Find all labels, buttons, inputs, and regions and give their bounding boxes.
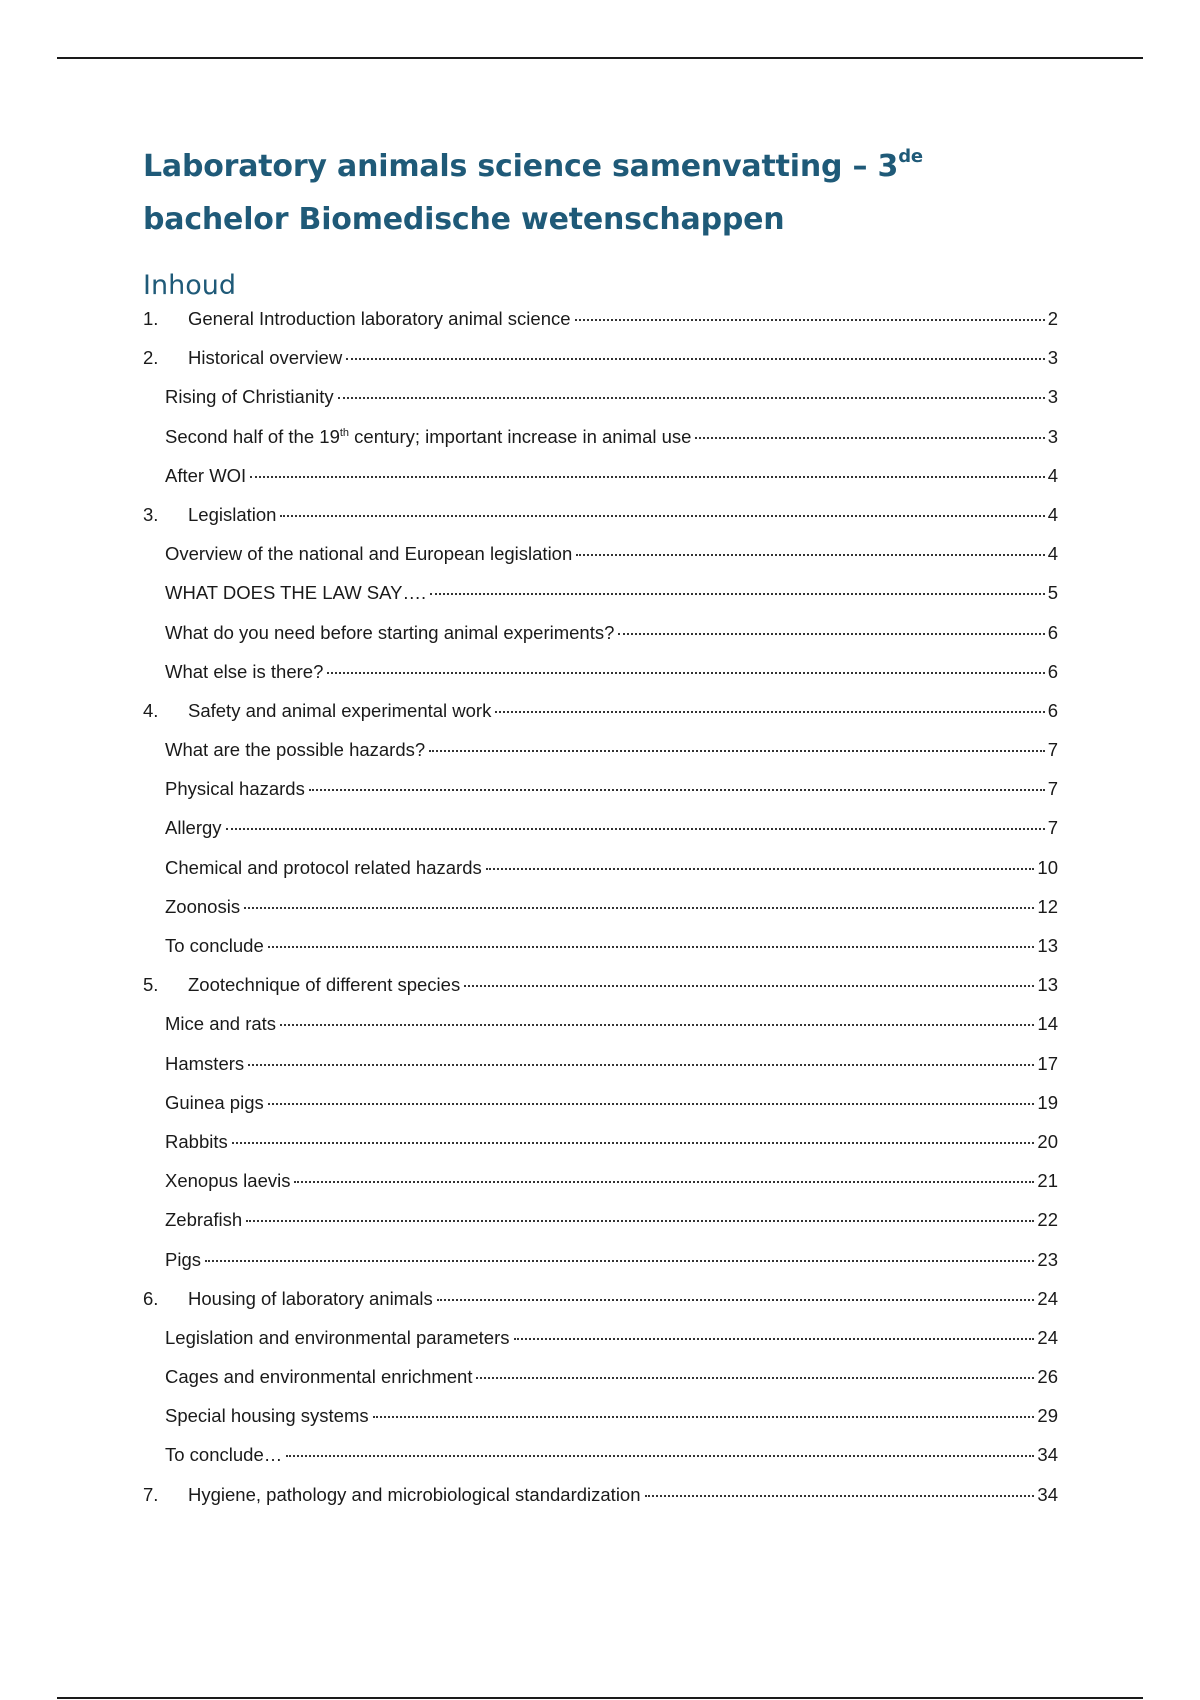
toc-section-entry[interactable] bbox=[143, 778, 1058, 817]
toc-section-entry[interactable] bbox=[143, 1366, 1058, 1405]
toc-dot-leader bbox=[226, 828, 1045, 830]
toc-dot-leader bbox=[244, 907, 1034, 909]
title-line-2: bachelor Biomedische wetenschappen bbox=[143, 202, 785, 237]
toc-dot-leader bbox=[514, 1338, 1035, 1340]
toc-entry-label: To conclude bbox=[165, 935, 264, 956]
toc-section-entry[interactable] bbox=[143, 1327, 1058, 1366]
toc-page-number: 5 bbox=[1047, 582, 1058, 604]
toc-entry-label: Hygiene, pathology and microbiological standardization bbox=[188, 1483, 641, 1505]
toc-page-number: 7 bbox=[1047, 739, 1058, 761]
toc-dot-leader bbox=[437, 1299, 1035, 1301]
toc-page-number: 19 bbox=[1037, 1091, 1058, 1113]
toc-dot-leader bbox=[618, 633, 1044, 635]
toc-page-number: 34 bbox=[1037, 1483, 1058, 1505]
toc-chapter-entry[interactable] bbox=[143, 1484, 1058, 1523]
toc-section-entry[interactable] bbox=[143, 817, 1058, 856]
toc-page-number: 12 bbox=[1037, 895, 1058, 917]
toc-dot-leader bbox=[248, 1064, 1034, 1066]
toc-page-number: 6 bbox=[1047, 621, 1058, 643]
toc-page-number: 17 bbox=[1037, 1052, 1058, 1074]
toc-entry-label: Second half of the 19th century; important increase in animal use bbox=[165, 425, 692, 447]
toc-entry-label: After WOI bbox=[165, 464, 247, 486]
toc-dot-leader bbox=[327, 672, 1044, 674]
toc-dot-leader bbox=[280, 515, 1044, 517]
toc-page-number: 3 bbox=[1047, 386, 1058, 408]
toc-chapter-entry[interactable] bbox=[143, 1288, 1058, 1327]
toc-dot-leader bbox=[338, 397, 1045, 399]
toc-section-entry[interactable] bbox=[143, 739, 1058, 778]
toc-entry-label: Hamsters bbox=[165, 1052, 245, 1074]
toc-page-number: 10 bbox=[1037, 856, 1058, 878]
toc-entry-label: Historical overview bbox=[188, 347, 343, 369]
toc-dot-leader bbox=[280, 1024, 1034, 1026]
toc-entry-label: Mice and rats bbox=[165, 1013, 277, 1035]
toc-entry-label: Cages and environmental enrichment bbox=[165, 1366, 473, 1388]
toc-dot-leader bbox=[268, 1103, 1035, 1105]
toc-chapter-entry[interactable] bbox=[143, 308, 1058, 347]
toc-section-entry[interactable] bbox=[143, 1053, 1058, 1092]
toc-page-number: 26 bbox=[1037, 1366, 1058, 1388]
toc-page-number: 23 bbox=[1037, 1248, 1058, 1270]
toc-chapter-entry[interactable] bbox=[143, 974, 1058, 1013]
toc-entry-label: To conclude… bbox=[165, 1444, 283, 1466]
toc-dot-leader bbox=[486, 868, 1035, 870]
toc-page-number: 24 bbox=[1037, 1287, 1058, 1309]
toc-entry-label: Legislation and environmental parameters bbox=[165, 1326, 510, 1348]
document-body bbox=[143, 140, 1058, 1523]
toc-page-number: 4 bbox=[1047, 543, 1058, 565]
toc-page-number: 6 bbox=[1047, 699, 1058, 721]
table-of-contents bbox=[143, 308, 1058, 1523]
toc-section-entry[interactable] bbox=[143, 896, 1058, 935]
toc-section-entry[interactable] bbox=[143, 1170, 1058, 1209]
toc-dot-leader bbox=[495, 711, 1044, 713]
toc-entry-label: Special housing systems bbox=[165, 1405, 369, 1427]
toc-section-entry[interactable] bbox=[143, 857, 1058, 896]
title-superscript: de bbox=[898, 146, 923, 167]
toc-entry-label: WHAT DOES THE LAW SAY…. bbox=[165, 582, 427, 604]
toc-section-entry[interactable] bbox=[143, 582, 1058, 621]
toc-chapter-entry[interactable] bbox=[143, 504, 1058, 543]
page-top-rule bbox=[57, 57, 1143, 59]
toc-section-entry[interactable] bbox=[143, 426, 1058, 465]
toc-section-entry[interactable] bbox=[143, 622, 1058, 661]
toc-entry-label: What do you need before starting animal experiments? bbox=[165, 621, 615, 643]
toc-page-number: 7 bbox=[1047, 817, 1058, 839]
toc-page-number: 7 bbox=[1047, 778, 1058, 800]
toc-entry-label: Housing of laboratory animals bbox=[188, 1287, 433, 1309]
toc-dot-leader bbox=[576, 554, 1044, 556]
toc-dot-leader bbox=[430, 593, 1045, 595]
toc-page-number: 3 bbox=[1047, 425, 1058, 447]
toc-dot-leader bbox=[695, 437, 1044, 439]
toc-chapter-entry[interactable] bbox=[143, 347, 1058, 386]
toc-entry-label: Rabbits bbox=[165, 1130, 228, 1152]
toc-entry-number: 2. bbox=[143, 347, 159, 369]
toc-entry-number: 3. bbox=[143, 503, 159, 525]
toc-section-entry[interactable] bbox=[143, 386, 1058, 425]
toc-entry-label: Xenopus laevis bbox=[165, 1170, 291, 1192]
toc-dot-leader bbox=[232, 1142, 1035, 1144]
toc-dot-leader bbox=[346, 358, 1044, 360]
toc-dot-leader bbox=[250, 476, 1045, 478]
toc-section-entry[interactable] bbox=[143, 935, 1058, 974]
toc-entry-label: Physical hazards bbox=[165, 778, 305, 800]
toc-entry-label: What else is there? bbox=[165, 660, 324, 682]
toc-entry-label: Legislation bbox=[188, 503, 277, 525]
toc-entry-label: Overview of the national and European legislation bbox=[165, 543, 573, 565]
toc-entry-label: Zootechnique of different species bbox=[188, 974, 461, 996]
toc-entry-number: 1. bbox=[143, 308, 159, 329]
toc-entry-label: Pigs bbox=[165, 1248, 201, 1270]
toc-dot-leader bbox=[429, 750, 1045, 752]
toc-section-entry[interactable] bbox=[143, 1131, 1058, 1170]
toc-dot-leader bbox=[476, 1377, 1034, 1379]
toc-entry-label: Allergy bbox=[165, 817, 222, 839]
toc-entry-number: 4. bbox=[143, 699, 159, 721]
toc-section-entry[interactable] bbox=[143, 1209, 1058, 1248]
document-title bbox=[143, 140, 1058, 246]
toc-dot-leader bbox=[373, 1416, 1035, 1418]
toc-page-number: 34 bbox=[1037, 1444, 1058, 1466]
toc-dot-leader bbox=[294, 1181, 1034, 1183]
toc-entry-label: Chemical and protocol related hazards bbox=[165, 856, 482, 878]
toc-page-number: 2 bbox=[1047, 308, 1058, 329]
toc-section-entry[interactable] bbox=[143, 1013, 1058, 1052]
toc-page-number: 20 bbox=[1037, 1130, 1058, 1152]
toc-page-number: 4 bbox=[1047, 464, 1058, 486]
toc-dot-leader bbox=[645, 1495, 1035, 1497]
toc-dot-leader bbox=[246, 1220, 1034, 1222]
toc-entry-label: Rising of Christianity bbox=[165, 386, 334, 408]
toc-section-entry[interactable] bbox=[143, 1249, 1058, 1288]
toc-entry-label: General Introduction laboratory animal science bbox=[188, 308, 571, 329]
toc-page-number: 13 bbox=[1037, 974, 1058, 996]
toc-section-entry[interactable] bbox=[143, 543, 1058, 582]
toc-page-number: 14 bbox=[1037, 1013, 1058, 1035]
toc-dot-leader bbox=[464, 985, 1034, 987]
toc-heading: Inhoud bbox=[143, 270, 236, 301]
toc-dot-leader bbox=[286, 1455, 1034, 1457]
toc-dot-leader bbox=[205, 1260, 1034, 1262]
toc-entry-label: What are the possible hazards? bbox=[165, 739, 426, 761]
toc-dot-leader bbox=[575, 319, 1045, 321]
toc-entry-label: Zebrafish bbox=[165, 1209, 243, 1231]
toc-entry-label: Guinea pigs bbox=[165, 1091, 264, 1113]
title-line-1: Laboratory animals science samenvatting – 3de bbox=[143, 146, 923, 184]
toc-entry-number: 6. bbox=[143, 1287, 159, 1309]
toc-page-number: 21 bbox=[1037, 1170, 1058, 1192]
toc-page-number: 6 bbox=[1047, 660, 1058, 682]
toc-entry-label: Zoonosis bbox=[165, 895, 241, 917]
toc-page-number: 3 bbox=[1047, 347, 1058, 369]
toc-page-number: 13 bbox=[1037, 935, 1058, 956]
toc-page-number: 22 bbox=[1037, 1209, 1058, 1231]
toc-dot-leader bbox=[268, 946, 1035, 948]
toc-section-entry[interactable] bbox=[143, 661, 1058, 700]
toc-entry-label: Safety and animal experimental work bbox=[188, 699, 492, 721]
toc-entry-number: 5. bbox=[143, 974, 159, 996]
toc-page-number: 4 bbox=[1047, 503, 1058, 525]
toc-entry-number: 7. bbox=[143, 1483, 159, 1505]
page-bottom-rule bbox=[57, 1697, 1143, 1699]
toc-section-entry[interactable] bbox=[143, 1092, 1058, 1131]
toc-section-entry[interactable] bbox=[143, 465, 1058, 504]
toc-page-number: 24 bbox=[1037, 1326, 1058, 1348]
toc-chapter-entry[interactable] bbox=[143, 700, 1058, 739]
toc-page-number: 29 bbox=[1037, 1405, 1058, 1427]
toc-section-entry[interactable] bbox=[143, 1405, 1058, 1444]
toc-dot-leader bbox=[309, 789, 1045, 791]
toc-section-entry[interactable] bbox=[143, 1444, 1058, 1483]
